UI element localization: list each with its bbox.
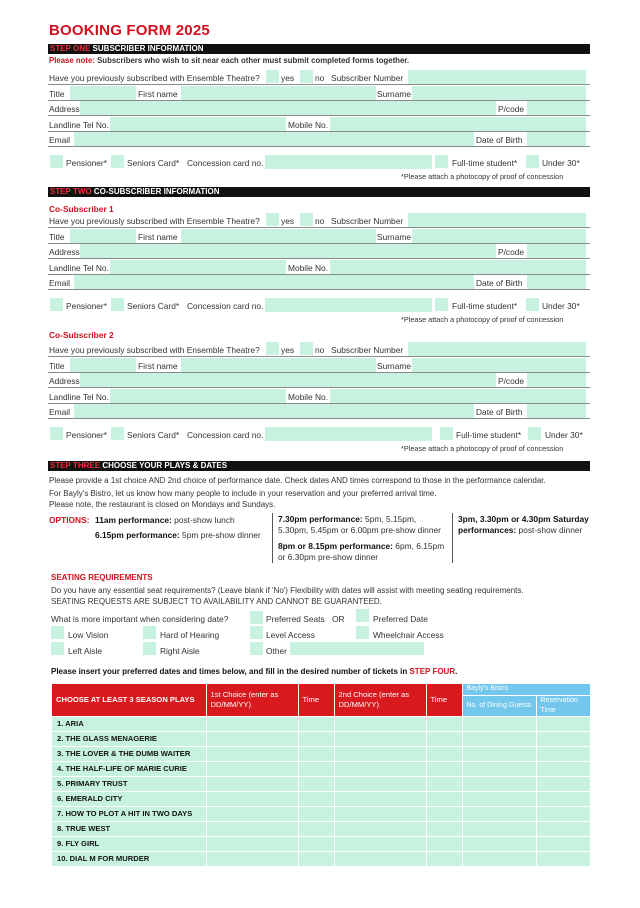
play-name: 2. THE GLASS MENAGERIE bbox=[52, 731, 206, 746]
preferred-date-label: Preferred Date bbox=[373, 614, 428, 624]
reservation-time-cell[interactable] bbox=[536, 761, 590, 776]
dining-guests-cell[interactable] bbox=[462, 806, 536, 821]
pensioner-checkbox[interactable] bbox=[50, 298, 63, 311]
first-name-input[interactable] bbox=[181, 358, 376, 372]
row-underline bbox=[48, 227, 590, 228]
second-choice-cell[interactable] bbox=[334, 731, 426, 746]
mobile-label: Mobile No. bbox=[288, 392, 329, 402]
instruction-1: Please provide a 1st choice AND 2nd choice of performance date. Check dates AND times correspond to those in the performance calendar. bbox=[49, 476, 546, 485]
time-2-cell[interactable] bbox=[426, 716, 462, 731]
email-input[interactable] bbox=[74, 404, 474, 418]
surname-label: Surname bbox=[377, 232, 411, 242]
seating-line-1: Do you have any essential seat requirements? (Leave blank if 'No') Flexibility with dates will assist with meeting seating requirements. bbox=[51, 586, 524, 595]
play-name: 10. DIAL M FOR MURDER bbox=[52, 851, 206, 866]
option-8pm-time: 8pm or 8.15pm performance: bbox=[278, 541, 393, 551]
option-8pm-text-1: 6pm, 6.15pm bbox=[395, 541, 445, 551]
address-input[interactable] bbox=[80, 373, 496, 387]
landline-input[interactable] bbox=[110, 389, 286, 403]
yes-checkbox[interactable] bbox=[266, 70, 279, 83]
low-vision-label: Low Vision bbox=[68, 630, 109, 640]
concession-card-label: Concession card no. bbox=[187, 301, 264, 311]
pcode-label: P/code bbox=[498, 104, 525, 114]
reservation-time-cell[interactable] bbox=[536, 746, 590, 761]
under-30-label: Under 30* bbox=[542, 301, 580, 311]
table-row bbox=[52, 731, 590, 746]
reservation-time-cell[interactable] bbox=[536, 836, 590, 851]
time-2-cell[interactable] bbox=[426, 791, 462, 806]
left-aisle-checkbox[interactable] bbox=[51, 642, 64, 655]
row-underline bbox=[48, 356, 590, 357]
time-1-cell[interactable] bbox=[298, 761, 334, 776]
first-choice-cell[interactable] bbox=[206, 761, 298, 776]
reservation-time-cell[interactable] bbox=[536, 791, 590, 806]
play-name: 1. ARIA bbox=[52, 716, 206, 731]
full-time-student-label: Full-time student* bbox=[456, 430, 522, 440]
subscriber-number-label: Subscriber Number bbox=[331, 73, 404, 83]
no-label: no bbox=[315, 73, 325, 83]
full-time-student-checkbox[interactable] bbox=[440, 427, 453, 440]
preferred-seats-label: Preferred Seats bbox=[266, 614, 325, 624]
address-input[interactable] bbox=[80, 244, 496, 258]
insert-note-step: STEP FOUR bbox=[409, 667, 456, 676]
table-row bbox=[52, 791, 590, 806]
reservation-time-cell[interactable] bbox=[536, 806, 590, 821]
yes-checkbox[interactable] bbox=[266, 213, 279, 226]
dining-guests-cell[interactable] bbox=[462, 776, 536, 791]
insert-note-text: Please insert your preferred dates and times below, and fill in the desired number of tickets in bbox=[51, 667, 410, 676]
insert-note bbox=[51, 666, 457, 677]
insert-note-suffix: . bbox=[455, 667, 458, 676]
prev-subscribed-label: Have you previously subscribed with Ensemble Theatre? bbox=[49, 216, 260, 226]
step-three-bar bbox=[48, 461, 590, 471]
date-of-birth-input[interactable] bbox=[527, 132, 586, 146]
time-2-cell[interactable] bbox=[426, 851, 462, 866]
yes-label: yes bbox=[281, 73, 295, 83]
form-title: BOOKING FORM 2025 bbox=[49, 22, 210, 39]
header-choose-plays: CHOOSE AT LEAST 3 SEASON PLAYS bbox=[52, 684, 206, 716]
note-text: Subscribers who wish to sit near each other must submit completed forms together. bbox=[97, 56, 410, 65]
time-2-cell[interactable] bbox=[426, 746, 462, 761]
first-name-label: First name bbox=[138, 232, 178, 242]
second-choice-cell[interactable] bbox=[334, 746, 426, 761]
landline-input[interactable] bbox=[110, 117, 286, 131]
date-of-birth-label: Date of Birth bbox=[476, 135, 523, 145]
level-access-checkbox[interactable] bbox=[250, 626, 263, 639]
option-saturday-label: performances: bbox=[458, 525, 517, 535]
address-input[interactable] bbox=[80, 101, 496, 115]
option-11am-time: 11am performance: bbox=[95, 515, 172, 525]
pensioner-label: Pensioner* bbox=[66, 158, 107, 168]
table-row bbox=[52, 851, 590, 866]
proof-note: *Please attach a photocopy of proof of concession bbox=[401, 315, 564, 324]
time-1-cell[interactable] bbox=[298, 746, 334, 761]
hard-of-hearing-checkbox[interactable] bbox=[143, 626, 156, 639]
landline-label: Landline Tel No. bbox=[49, 263, 109, 273]
second-choice-cell[interactable] bbox=[334, 791, 426, 806]
header-time-1: Time bbox=[298, 684, 334, 716]
title-label: Title bbox=[49, 89, 65, 99]
table-row bbox=[52, 806, 590, 821]
level-access-label: Level Access bbox=[266, 630, 315, 640]
options-label: OPTIONS: bbox=[49, 515, 90, 525]
subscriber-number-label: Subscriber Number bbox=[331, 345, 404, 355]
time-2-cell[interactable] bbox=[426, 731, 462, 746]
row-underline bbox=[48, 146, 590, 147]
second-choice-cell[interactable] bbox=[334, 776, 426, 791]
mobile-input[interactable] bbox=[330, 260, 586, 274]
option-saturday-time: 3pm, 3.30pm or 4.30pm Saturday bbox=[458, 514, 589, 524]
table-row bbox=[52, 716, 590, 731]
time-2-cell[interactable] bbox=[426, 821, 462, 836]
table-row bbox=[52, 761, 590, 776]
email-input[interactable] bbox=[74, 275, 474, 289]
date-of-birth-input[interactable] bbox=[527, 404, 586, 418]
play-name: 7. HOW TO PLOT A HIT IN TWO DAYS bbox=[52, 806, 206, 821]
step-two-bar bbox=[48, 187, 590, 197]
no-label: no bbox=[315, 345, 325, 355]
option-saturday-text: post-show dinner bbox=[518, 525, 583, 535]
proof-note: *Please attach a photocopy of proof of concession bbox=[401, 172, 564, 181]
first-choice-cell[interactable] bbox=[206, 851, 298, 866]
option-8pm-text-2: or 6.30pm pre-show dinner bbox=[278, 552, 379, 562]
time-1-cell[interactable] bbox=[298, 851, 334, 866]
landline-input[interactable] bbox=[110, 260, 286, 274]
play-name: 6. EMERALD CITY bbox=[52, 791, 206, 806]
time-2-cell[interactable] bbox=[426, 806, 462, 821]
second-choice-cell[interactable] bbox=[334, 761, 426, 776]
note-line bbox=[49, 55, 409, 66]
other-checkbox[interactable] bbox=[250, 642, 263, 655]
dining-guests-cell[interactable] bbox=[462, 761, 536, 776]
step-two-number: STEP TWO bbox=[50, 187, 92, 196]
concession-card-label: Concession card no. bbox=[187, 430, 264, 440]
play-name: 3. THE LOVER & THE DUMB WAITER bbox=[52, 746, 206, 761]
pcode-label: P/code bbox=[498, 376, 525, 386]
surname-input[interactable] bbox=[412, 86, 586, 100]
seniors-card-label: Seniors Card* bbox=[127, 301, 180, 311]
first-name-label: First name bbox=[138, 361, 178, 371]
header-reservation-time: Reservation Time bbox=[536, 695, 590, 716]
full-time-student-checkbox[interactable] bbox=[435, 298, 448, 311]
under-30-checkbox[interactable] bbox=[528, 427, 541, 440]
step-one-label: SUBSCRIBER INFORMATION bbox=[92, 44, 204, 53]
table-row bbox=[52, 776, 590, 791]
seniors-card-checkbox[interactable] bbox=[111, 155, 124, 168]
time-1-cell[interactable] bbox=[298, 821, 334, 836]
play-name: 8. TRUE WEST bbox=[52, 821, 206, 836]
dining-guests-cell[interactable] bbox=[462, 791, 536, 806]
option-615pm-time: 6.15pm performance: bbox=[95, 530, 180, 540]
yes-checkbox[interactable] bbox=[266, 342, 279, 355]
note-prefix: Please note: bbox=[49, 56, 95, 65]
play-name: 9. FLY GIRL bbox=[52, 836, 206, 851]
prev-subscribed-label: Have you previously subscribed with Ensemble Theatre? bbox=[49, 345, 260, 355]
concession-card-label: Concession card no. bbox=[187, 158, 264, 168]
header-second-choice: 2nd Choice (enter as DD/MM/YY) bbox=[334, 684, 426, 716]
instruction-2: For Bayly's Bistro, let us know how many people to include in your reservation and your preferred arrival time. bbox=[49, 489, 437, 498]
hard-of-hearing-label: Hard of Hearing bbox=[160, 630, 220, 640]
surname-input[interactable] bbox=[412, 358, 586, 372]
header-first-choice: 1st Choice (enter as DD/MM/YY) bbox=[206, 684, 298, 716]
reservation-time-cell[interactable] bbox=[536, 851, 590, 866]
surname-label: Surname bbox=[377, 361, 411, 371]
time-2-cell[interactable] bbox=[426, 776, 462, 791]
seating-line-2: SEATING REQUESTS ARE SUBJECT TO AVAILABILITY AND CANNOT BE GUARANTEED. bbox=[51, 597, 382, 606]
header-dining-guests: No. of Dining Guests bbox=[462, 695, 536, 716]
option-615pm-text: 5pm pre-show dinner bbox=[182, 530, 261, 540]
options-divider-1 bbox=[272, 513, 273, 563]
right-aisle-label: Right Aisle bbox=[160, 646, 200, 656]
step-three-label: CHOOSE YOUR PLAYS & DATES bbox=[102, 461, 228, 470]
co-subscriber-2-heading: Co-Subscriber 2 bbox=[49, 330, 114, 340]
pcode-label: P/code bbox=[498, 247, 525, 257]
row-underline bbox=[48, 258, 590, 259]
header-baylys-bistro: Bayly's Bistro bbox=[462, 684, 590, 695]
seniors-card-label: Seniors Card* bbox=[127, 158, 180, 168]
low-vision-checkbox[interactable] bbox=[51, 626, 64, 639]
landline-label: Landline Tel No. bbox=[49, 392, 109, 402]
instruction-3: Please note, the restaurant is closed on Mondays and Sundays. bbox=[49, 500, 276, 509]
dining-guests-cell[interactable] bbox=[462, 731, 536, 746]
seniors-card-checkbox[interactable] bbox=[111, 298, 124, 311]
subscriber-number-input[interactable] bbox=[408, 70, 586, 84]
play-name: 5. PRIMARY TRUST bbox=[52, 776, 206, 791]
plays-table-body bbox=[52, 716, 590, 866]
right-aisle-checkbox[interactable] bbox=[143, 642, 156, 655]
time-1-cell[interactable] bbox=[298, 836, 334, 851]
dining-guests-cell[interactable] bbox=[462, 746, 536, 761]
mobile-label: Mobile No. bbox=[288, 120, 329, 130]
address-label: Address bbox=[49, 104, 80, 114]
pensioner-checkbox[interactable] bbox=[50, 155, 63, 168]
pensioner-label: Pensioner* bbox=[66, 430, 107, 440]
left-aisle-label: Left Aisle bbox=[68, 646, 102, 656]
option-730pm-text-1: 5pm, 5.15pm, bbox=[365, 514, 417, 524]
seniors-card-label: Seniors Card* bbox=[127, 430, 180, 440]
first-choice-cell[interactable] bbox=[206, 821, 298, 836]
pensioner-checkbox[interactable] bbox=[50, 427, 63, 440]
table-row bbox=[52, 821, 590, 836]
row-underline bbox=[48, 289, 590, 290]
first-choice-cell[interactable] bbox=[206, 836, 298, 851]
email-label: Email bbox=[49, 135, 70, 145]
second-choice-cell[interactable] bbox=[334, 806, 426, 821]
mobile-input[interactable] bbox=[330, 117, 586, 131]
first-choice-cell[interactable] bbox=[206, 731, 298, 746]
first-choice-cell[interactable] bbox=[206, 791, 298, 806]
wheelchair-access-label: Wheelchair Access bbox=[373, 630, 444, 640]
email-label: Email bbox=[49, 278, 70, 288]
step-two-label: CO-SUBSCRIBER INFORMATION bbox=[93, 187, 220, 196]
surname-label: Surname bbox=[377, 89, 411, 99]
step-one-number: STEP ONE bbox=[50, 44, 91, 53]
mobile-input[interactable] bbox=[330, 389, 586, 403]
row-underline bbox=[48, 387, 590, 388]
dining-guests-cell[interactable] bbox=[462, 836, 536, 851]
row-underline bbox=[48, 418, 590, 419]
option-730pm-text-2: 5.30pm, 5.45pm or 6.00pm pre-show dinner bbox=[278, 525, 441, 535]
option-11am-text: post-show lunch bbox=[174, 515, 235, 525]
first-choice-cell[interactable] bbox=[206, 716, 298, 731]
full-time-student-label: Full-time student* bbox=[452, 158, 518, 168]
seating-heading: SEATING REQUIREMENTS bbox=[51, 573, 153, 582]
concession-card-input[interactable] bbox=[265, 155, 432, 169]
first-name-input[interactable] bbox=[181, 86, 376, 100]
dining-guests-cell[interactable] bbox=[462, 716, 536, 731]
concession-card-input[interactable] bbox=[265, 427, 432, 441]
table-row bbox=[52, 746, 590, 761]
pensioner-label: Pensioner* bbox=[66, 301, 107, 311]
subscriber-number-input[interactable] bbox=[408, 342, 586, 356]
surname-input[interactable] bbox=[412, 229, 586, 243]
time-1-cell[interactable] bbox=[298, 731, 334, 746]
time-1-cell[interactable] bbox=[298, 806, 334, 821]
pcode-input[interactable] bbox=[527, 244, 586, 258]
option-730pm bbox=[278, 514, 416, 525]
second-choice-cell[interactable] bbox=[334, 836, 426, 851]
reservation-time-cell[interactable] bbox=[536, 821, 590, 836]
other-input[interactable] bbox=[290, 642, 424, 655]
no-checkbox[interactable] bbox=[300, 213, 313, 226]
step-three-number: STEP THREE bbox=[50, 461, 101, 470]
first-choice-cell[interactable] bbox=[206, 746, 298, 761]
row-underline bbox=[48, 84, 590, 85]
under-30-label: Under 30* bbox=[545, 430, 583, 440]
date-of-birth-input[interactable] bbox=[527, 275, 586, 289]
proof-note: *Please attach a photocopy of proof of concession bbox=[401, 444, 564, 453]
wheelchair-access-checkbox[interactable] bbox=[356, 626, 369, 639]
seniors-card-checkbox[interactable] bbox=[111, 427, 124, 440]
time-1-cell[interactable] bbox=[298, 716, 334, 731]
row-underline bbox=[48, 115, 590, 116]
second-choice-cell[interactable] bbox=[334, 851, 426, 866]
first-choice-cell[interactable] bbox=[206, 806, 298, 821]
option-saturday bbox=[458, 525, 582, 536]
plays-schedule-table bbox=[52, 684, 591, 867]
landline-label: Landline Tel No. bbox=[49, 120, 109, 130]
no-checkbox[interactable] bbox=[300, 342, 313, 355]
reservation-time-cell[interactable] bbox=[536, 731, 590, 746]
time-2-cell[interactable] bbox=[426, 761, 462, 776]
option-615pm bbox=[95, 530, 261, 541]
full-time-student-checkbox[interactable] bbox=[435, 155, 448, 168]
yes-label: yes bbox=[281, 216, 295, 226]
no-label: no bbox=[315, 216, 325, 226]
date-of-birth-label: Date of Birth bbox=[476, 407, 523, 417]
under-30-checkbox[interactable] bbox=[526, 298, 539, 311]
time-2-cell[interactable] bbox=[426, 836, 462, 851]
title-label: Title bbox=[49, 232, 65, 242]
option-8pm bbox=[278, 541, 444, 552]
dining-guests-cell[interactable] bbox=[462, 821, 536, 836]
title-input[interactable] bbox=[70, 86, 136, 100]
seating-question: What is more important when considering date? bbox=[51, 614, 229, 624]
option-730pm-time: 7.30pm performance: bbox=[278, 514, 363, 524]
second-choice-cell[interactable] bbox=[334, 821, 426, 836]
mobile-label: Mobile No. bbox=[288, 263, 329, 273]
title-label: Title bbox=[49, 361, 65, 371]
under-30-checkbox[interactable] bbox=[526, 155, 539, 168]
step-one-bar bbox=[48, 44, 590, 54]
options-divider-2 bbox=[452, 513, 453, 563]
pcode-input[interactable] bbox=[527, 373, 586, 387]
pcode-input[interactable] bbox=[527, 101, 586, 115]
table-row bbox=[52, 836, 590, 851]
reservation-time-cell[interactable] bbox=[536, 776, 590, 791]
dining-guests-cell[interactable] bbox=[462, 851, 536, 866]
preferred-seats-checkbox[interactable] bbox=[250, 611, 263, 624]
title-input[interactable] bbox=[70, 229, 136, 243]
co-subscriber-1-heading: Co-Subscriber 1 bbox=[49, 204, 114, 214]
yes-label: yes bbox=[281, 345, 295, 355]
subscriber-number-label: Subscriber Number bbox=[331, 216, 404, 226]
time-1-cell[interactable] bbox=[298, 776, 334, 791]
prev-subscribed-label: Have you previously subscribed with Ensemble Theatre? bbox=[49, 73, 260, 83]
title-input[interactable] bbox=[70, 358, 136, 372]
no-checkbox[interactable] bbox=[300, 70, 313, 83]
subscriber-number-input[interactable] bbox=[408, 213, 586, 227]
address-label: Address bbox=[49, 376, 80, 386]
play-name: 4. THE HALF-LIFE OF MARIE CURIE bbox=[52, 761, 206, 776]
email-input[interactable] bbox=[74, 132, 474, 146]
reservation-time-cell[interactable] bbox=[536, 716, 590, 731]
second-choice-cell[interactable] bbox=[334, 716, 426, 731]
header-time-2: Time bbox=[426, 684, 462, 716]
first-name-input[interactable] bbox=[181, 229, 376, 243]
concession-card-input[interactable] bbox=[265, 298, 432, 312]
under-30-label: Under 30* bbox=[542, 158, 580, 168]
preferred-date-checkbox[interactable] bbox=[356, 609, 369, 622]
option-11am bbox=[95, 515, 235, 526]
other-label: Other bbox=[266, 646, 287, 656]
email-label: Email bbox=[49, 407, 70, 417]
address-label: Address bbox=[49, 247, 80, 257]
first-name-label: First name bbox=[138, 89, 178, 99]
date-of-birth-label: Date of Birth bbox=[476, 278, 523, 288]
time-1-cell[interactable] bbox=[298, 791, 334, 806]
full-time-student-label: Full-time student* bbox=[452, 301, 518, 311]
or-label: OR bbox=[332, 614, 345, 624]
first-choice-cell[interactable] bbox=[206, 776, 298, 791]
